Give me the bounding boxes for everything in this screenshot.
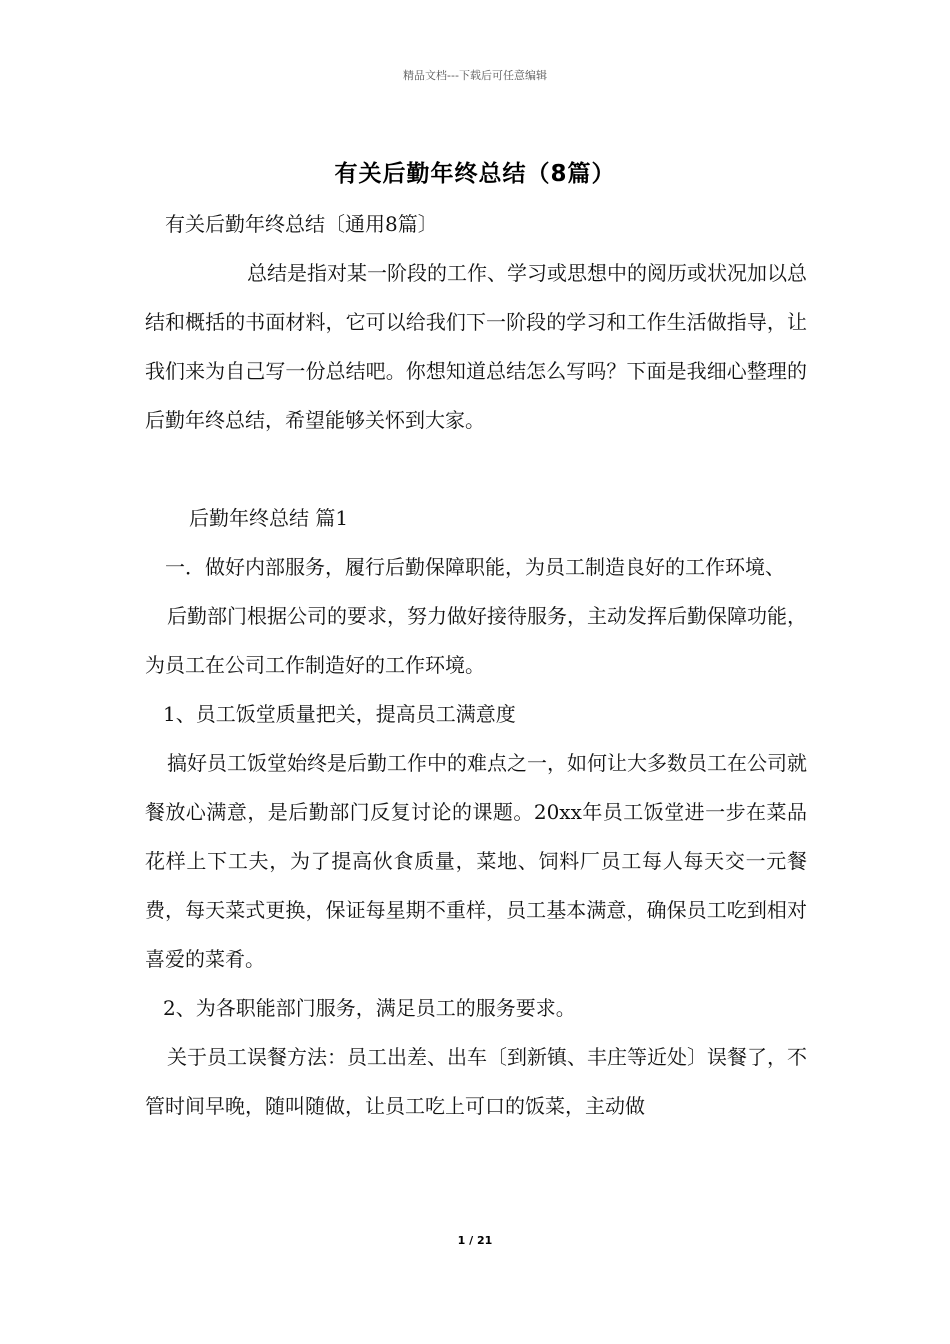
section-heading: 后勤年终总结 篇1 — [189, 506, 349, 530]
document-body — [145, 200, 807, 1131]
paragraph-4: 关于员工误餐方法：员工出差、出车〔到新镇、丰庄等近处〕误餐了，不管时间早晚，随叫随做，让员工吃上可口的饭菜，主动做 — [145, 1045, 807, 1118]
item-1-heading: 1、员工饭堂质量把关，提高员工满意度 — [163, 702, 516, 726]
intro-paragraph: 总结是指对某一阶段的工作、学习或思想中的阅历或状况加以总结和概括的书面材料，它可以给我们下一阶段的学习和工作生活做指导，让我们来为自己写一份总结吧。你想知道总结怎么写吗？下面是我细心整理的后勤年终总结，希望能够关怀到大家。 — [145, 261, 807, 432]
item-2-heading: 2、为各职能部门服务，满足员工的服务要求。 — [163, 996, 576, 1020]
page-indicator: 1 / 21 — [457, 1234, 493, 1247]
header-note: 精品文档---下载后可任意编辑 — [403, 69, 547, 82]
paragraph-1: 一．做好内部服务，履行后勤保障职能，为员工制造良好的工作环境、 — [165, 555, 785, 579]
paragraph-2: 后勤部门根据公司的要求，努力做好接待服务，主动发挥后勤保障功能，为员工在公司工作制造好的工作环境。 — [145, 604, 807, 677]
paragraph-3: 搞好员工饭堂始终是后勤工作中的难点之一，如何让大多数员工在公司就餐放心满意，是后勤部门反复讨论的课题。20xx年员工饭堂进一步在菜品花样上下工夫，为了提高伙食质量，菜地、饲料厂员工每人每天交一元餐费，每天菜式更换，保证每星期不重样，员工基本满意，确保员工吃到相对喜爱的菜肴。 — [145, 751, 807, 971]
paragraph-gap — [145, 445, 807, 494]
document-subtitle: 有关后勤年终总结〔通用8篇〕 — [165, 212, 438, 236]
document-title: 有关后勤年终总结（8篇） — [334, 161, 616, 187]
